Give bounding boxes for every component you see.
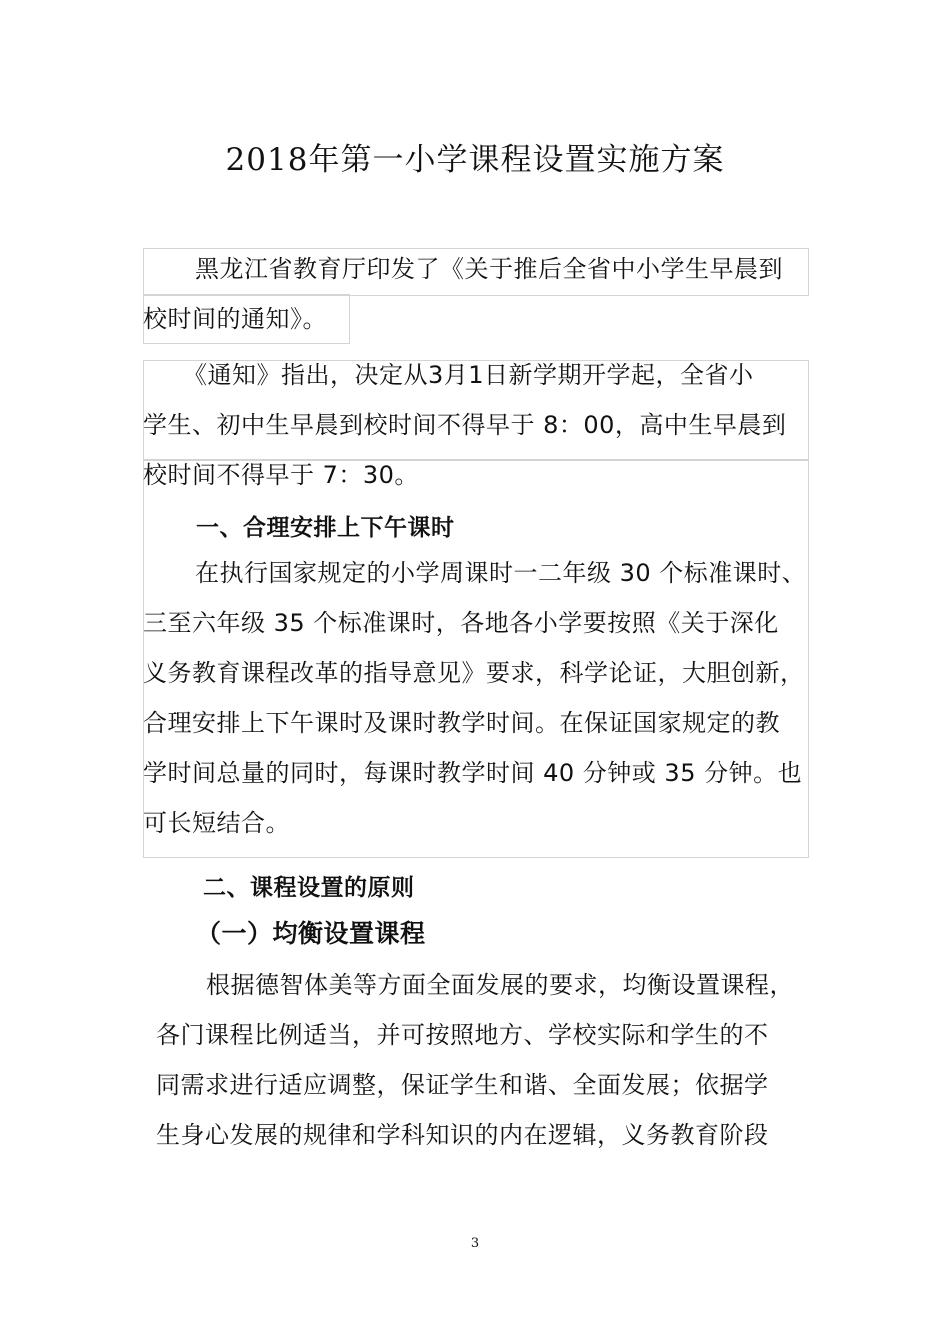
notice-line-1: 《通知》指出，决定从3月1日新学期开学起，全省小 [183,361,754,389]
section1-line-1: 在执行国家规定的小学周课时一二年级 30 个标准课时、 [195,559,807,587]
document-title: 2018年第一小学课程设置实施方案 [225,142,725,178]
section1-line-3: 义务教育课程改革的指导意见》要求，科学论证，大胆创新， [143,659,805,687]
section1-line-6: 可长短结合。 [143,809,290,837]
intro-line-1: 黑龙江省教育厅印发了《关于推后全省中小学生早晨到 [195,255,783,283]
section1-line-4: 合理安排上下午课时及课时教学时间。在保证国家规定的教 [143,709,780,737]
page-number: 3 [470,1236,480,1251]
section2-subheading: （一）均衡设置课程 [196,919,426,948]
notice-line-3: 校时间不得早于 7：30。 [143,461,419,489]
notice-line-2: 学生、初中生早晨到校时间不得早于 8：00，高中生早晨到 [143,411,787,439]
intro-paragraph [143,244,813,344]
section2-line-4: 生身心发展的规律和学科知识的内在逻辑，义务教育阶段 [156,1121,769,1149]
section1-line-5: 学时间总量的同时，每课时教学时间 40 分钟或 35 分钟。也 [143,759,803,787]
notice-paragraph [143,350,813,500]
intro-line-2: 校时间的通知》。 [143,305,327,333]
section1-line-2: 三至六年级 35 个标准课时，各地各小学要按照《关于深化 [143,609,779,637]
section1-heading: 一、合理安排上下午课时 [196,515,455,541]
section2-line-2: 各门课程比例适当，并可按照地方、学校实际和学生的不 [156,1021,769,1049]
section2-paragraph [156,960,826,1160]
section1-paragraph [143,548,813,848]
section2-line-1: 根据德智体美等方面全面发展的要求，均衡设置课程， [206,971,794,999]
section2-heading: 二、课程设置的原则 [203,875,415,901]
section2-line-3: 同需求进行适应调整，保证学生和谐、全面发展；依据学 [156,1071,769,1099]
